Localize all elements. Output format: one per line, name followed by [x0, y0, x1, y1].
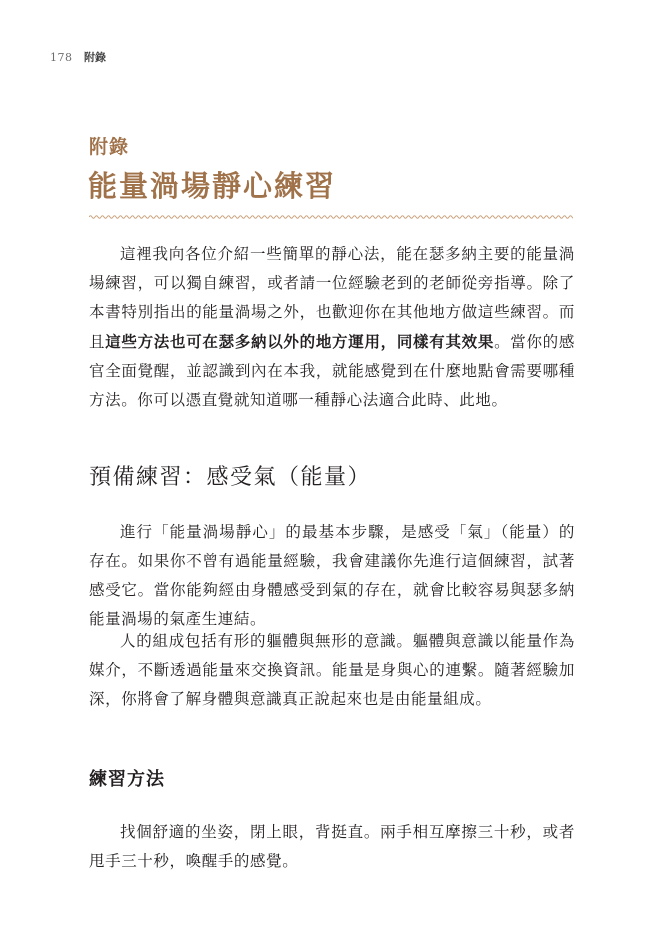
running-header	[50, 51, 106, 65]
intro-text-1: 這裡我向各位介紹一些簡單的靜心法，能在瑟多納主要的能量渦場練習，可以獨自練習，或者請一位經驗老到的老師從旁指導。除了本書特別指出的能量渦場之外，也歡迎你在其他地方做這些練習。而且	[89, 245, 575, 351]
preparation-paragraph-1: 進行「能量渦場靜心」的最基本步驟，是感受「氣」（能量）的存在。如果你不曾有過能量經驗，我會建議你先進行這個練習，試著感受它。當你能夠經由身體感受到氣的存在，就會比較容易與瑟多納能量渦場的氣產生連結。	[89, 523, 575, 628]
practice-paragraph-1: 找個舒適的坐姿，閉上眼，背挺直。兩手相互摩擦三十秒，或者甩手三十秒，喚醒手的感覺。	[89, 823, 575, 870]
intro-text-2: 。當你的感官全面覺醒，並認識到內在本我，就能感覺到在什麼地點會需要哪種方法。你可以憑直覺就知道哪一種靜心法適合此時、此地。	[89, 333, 575, 409]
chapter-label: 附錄	[89, 136, 130, 158]
page-number: 178	[50, 51, 73, 64]
intro-bold-text: 這些方法也可在瑟多納以外的地方運用，同樣有其效果	[105, 332, 495, 351]
chapter-title: 能量渦場靜心練習	[88, 169, 337, 203]
preparation-paragraph-2: 人的組成包括有形的軀體與無形的意識。軀體與意識以能量作為媒介，不斷透過能量來交換資訊。能量是身與心的連繫。隨著經驗加深，你將會了解身體與意識真正說起來也是由能量組成。	[89, 632, 575, 708]
section-heading-preparation: 預備練習：感受氣（能量）	[89, 465, 372, 490]
running-header-section: 附錄	[84, 51, 106, 64]
section-heading-practice-method: 練習方法	[89, 769, 165, 790]
intro-paragraph	[89, 240, 575, 415]
decorative-wave-divider	[89, 213, 573, 221]
